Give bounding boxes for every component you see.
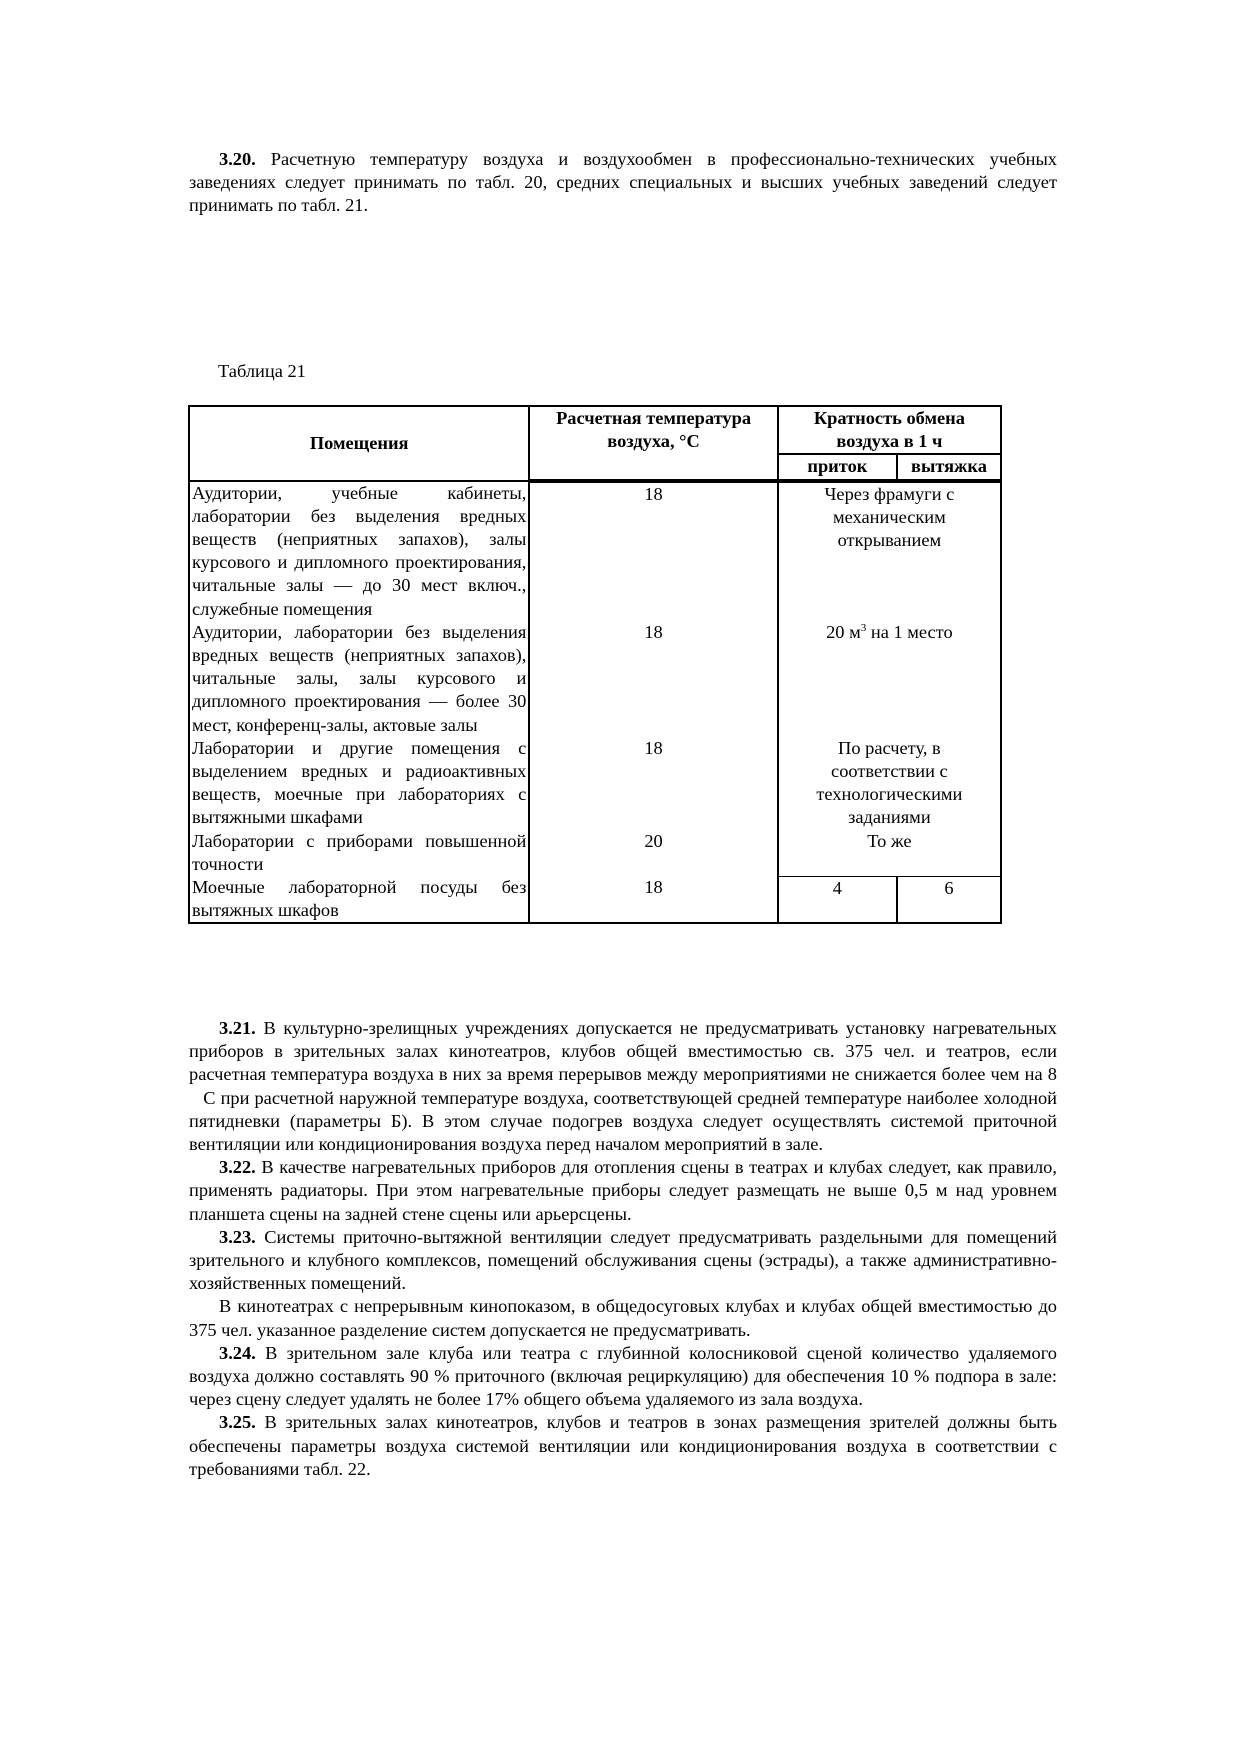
header-air-exchange: Кратность обмена воздуха в 1 ч [778, 406, 1001, 454]
paragraph-3-21 [189, 1017, 1057, 1156]
exchange-cell: 20 $м^3$ на 1 место [778, 621, 1001, 737]
paragraph-3-22 [189, 1156, 1057, 1226]
table-caption: Таблица 21 [218, 361, 306, 381]
room-cell: Аудитории, лаборатории без выделения вредных веществ (неприятных запахов), читальные залы, залы курсового и дипломного проектирования — более 30 мест, конференц-залы, актовые залы [189, 621, 529, 737]
paragraph-3-25 [189, 1411, 1057, 1481]
temperature-cell: 20 [529, 830, 777, 876]
temperature-cell: 18 [529, 737, 777, 830]
paragraph-number: 3.24. [219, 1342, 256, 1363]
header-exhaust: вытяжка [897, 454, 1001, 480]
exchange-cell: По расчету, в соответствии с технологическими заданиями [778, 737, 1001, 830]
body-section [189, 1017, 1057, 1481]
paragraph-3-20 [189, 148, 1057, 218]
paragraph-3-23 [189, 1226, 1057, 1296]
table-row [189, 737, 1001, 830]
intro-section [189, 148, 1057, 218]
header-supply: приток [778, 454, 897, 480]
paragraph-text: В зрительном зале клуба или театра с глубинной колосниковой сценой количество удаляемого воздуха должно составлять 90 % приточного (включая рециркуляцию) для обеспечения 10 % подпора в зале: через сцену следует удалять не более 17% общего объема удаляемого из зала воздуха. [189, 1342, 1057, 1410]
table-row [189, 621, 1001, 737]
table-21 [188, 405, 1002, 924]
paragraph-3-24 [189, 1342, 1057, 1412]
header-temperature: Расчетная температура воздуха, °С [529, 406, 777, 481]
exchange-cell: Через фрамуги с механическим открыванием [778, 481, 1001, 621]
table-row [189, 876, 1001, 923]
paragraph-number: 3.23. [219, 1226, 256, 1247]
temperature-cell: 18 [529, 621, 777, 737]
table-row [189, 830, 1001, 876]
paragraph-text: В кинотеатрах с непрерывным кинопоказом, в общедосуговых клубах и клубах общей вместимостью до 375 чел. указанное разделение систем допускается не предусматривать. [189, 1296, 1057, 1340]
paragraph-number: 3.21. [219, 1018, 256, 1038]
temperature-cell: 18 [529, 876, 777, 923]
exchange-cell: То же [778, 830, 1001, 876]
room-cell: Лаборатории и другие помещения с выделением вредных и радиоактивных веществ, моечные при лабораториях с вытяжными шкафами [189, 737, 529, 830]
paragraph-text: В культурно-зрелищных учреждениях допускается не предусматривать установку нагревательных приборов в зрительных залах кинотеатров, клубов общей вместимостью св. 375 чел. и театров, если расчетная температура воздуха в них за время перерывов между мероприятиями не снижается более чем на 8 С при расчетной наружной температуре воздуха, соответствующей средней температуре наиболее холодной пятидневки (параметры Б). В этом случае подогрев воздуха следует осуществлять системой приточной вентиляции или кондиционирования воздуха перед началом мероприятий в зале. [189, 1018, 1057, 1155]
exhaust-cell: 6 [897, 876, 1001, 923]
supply-cell: 4 [778, 876, 897, 923]
room-cell: Моечные лабораторной посуды без вытяжных шкафов [189, 876, 529, 923]
table-row [189, 481, 1001, 621]
paragraph-number: 3.25. [219, 1412, 256, 1433]
header-rooms: Помещения [189, 406, 529, 481]
room-cell: Аудитории, учебные кабинеты, лаборатории без выделения вредных веществ (неприятных запахов), залы курсового и дипломного проектирования, читальные залы — до 30 мест включ., служебные помещения [189, 481, 529, 621]
paragraph-number: 3.22. [219, 1157, 256, 1178]
temperature-cell: 18 [529, 481, 777, 621]
paragraph-text: В качестве нагревательных приборов для отопления сцены в театрах и клубах следует, как правило, применять радиаторы. При этом нагревательные приборы следует размещать не выше 0,5 м над уровнем планшета сцены на задней стене сцены или арьерсцены. [189, 1157, 1057, 1224]
paragraph-number: 3.20. [219, 149, 256, 169]
paragraph-text: Системы приточно-вытяжной вентиляции следует предусматривать раздельными для помещений зрительного и клубного комплексов, помещений обслуживания сцены (эстрады), а также административно-хозяйственных помещений. [189, 1226, 1057, 1294]
paragraph-text: Расчетную температуру воздуха и воздухообмен в профессионально-технических учебных заведениях следует принимать по табл. 20, средних специальных и высших учебных заведений следует принимать по табл. 21. [189, 149, 1057, 216]
paragraph-3-23-note [189, 1295, 1057, 1341]
room-cell: Лаборатории с приборами повышенной точности [189, 830, 529, 876]
paragraph-text: В зрительных залах кинотеатров, клубов и театров в зонах размещения зрителей должны быть обеспечены параметры воздуха системой вентиляции или кондиционирования воздуха в соответствии с требованиями табл. 22. [189, 1412, 1057, 1479]
